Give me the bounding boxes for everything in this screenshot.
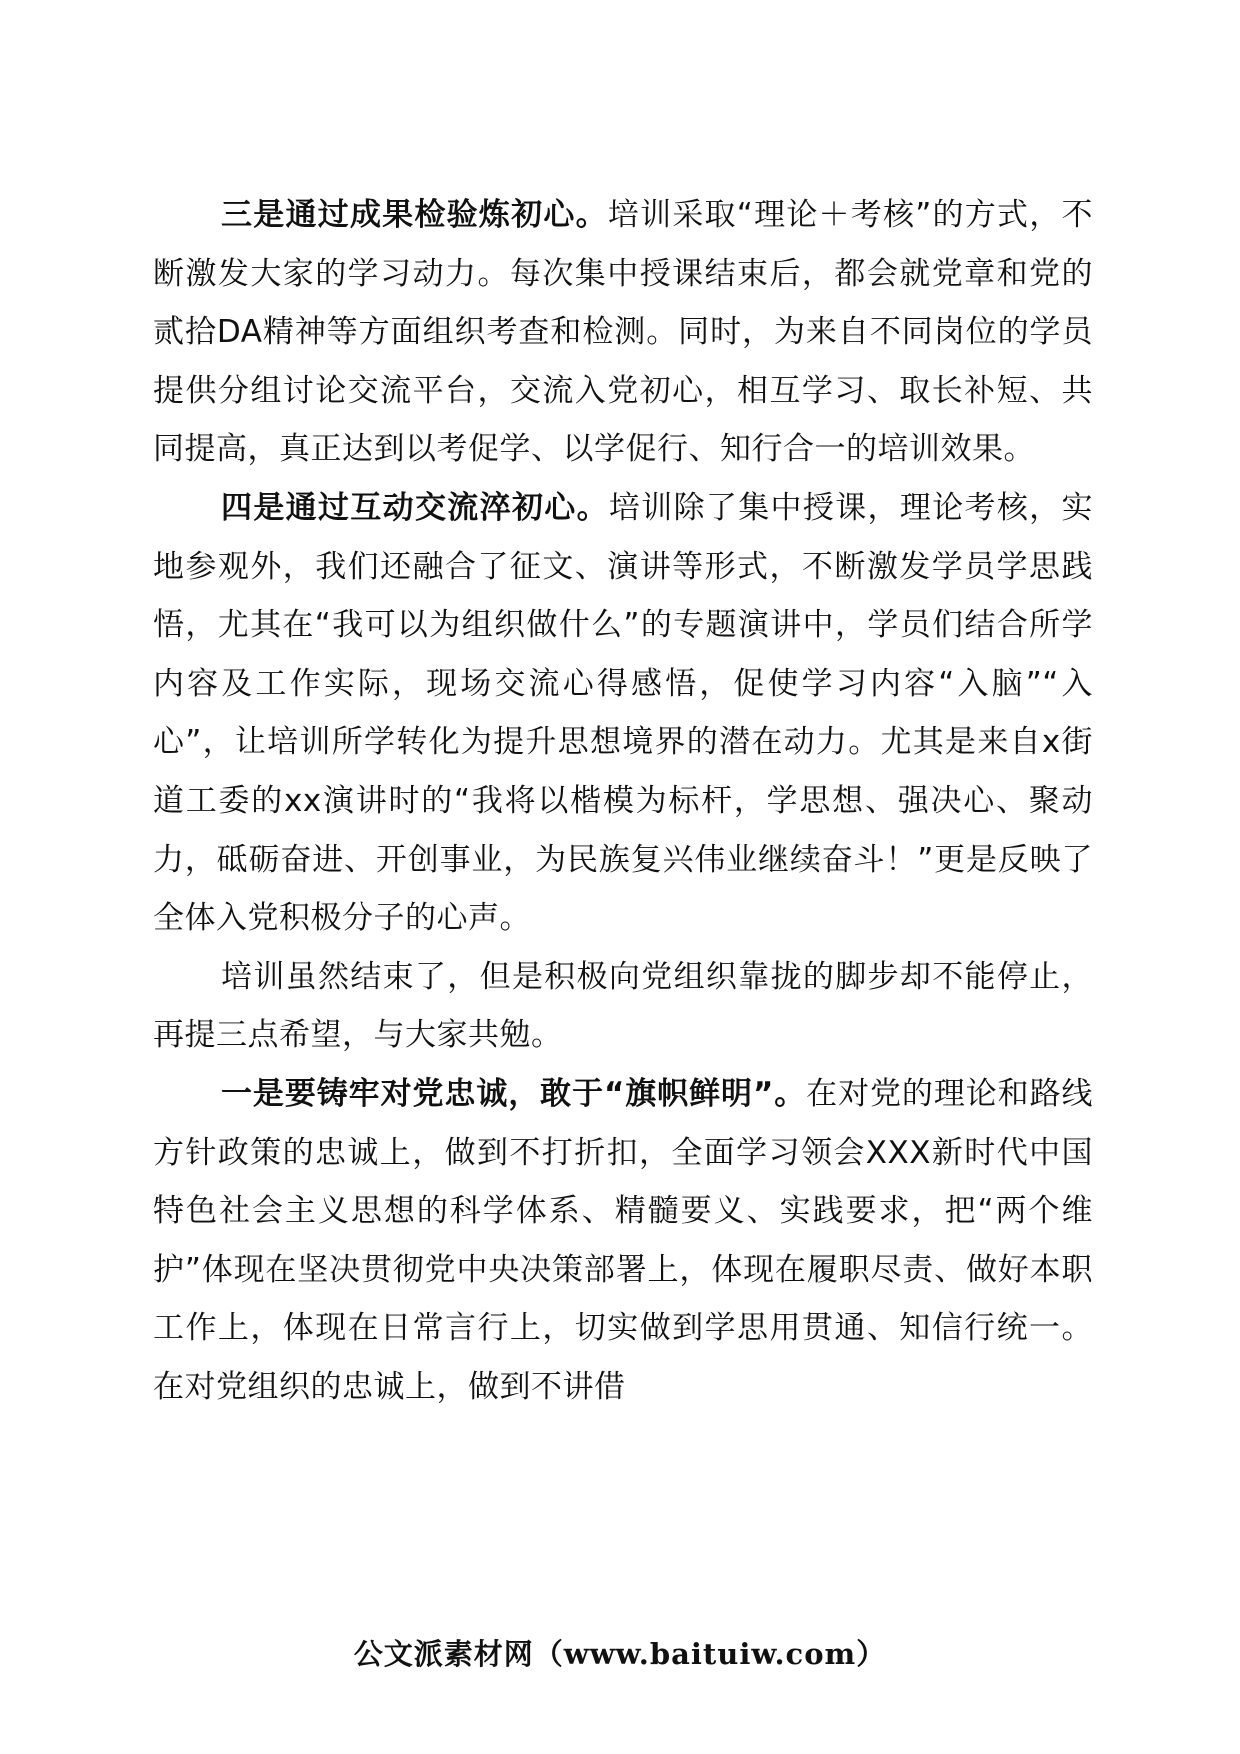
paragraph-4 (153, 1065, 1093, 1417)
footer-watermark: 公文派素材网（www.baituiw.com） (353, 1637, 887, 1671)
paragraph-1 (153, 186, 1093, 479)
paragraph-3-text: 培训虽然结束了，但是积极向党组织靠拢的脚步却不能停止，再提三点希望，与大家共勉。 (153, 958, 1093, 1054)
paragraph-4-text: 在对党的理论和路线方针政策的忠诚上，做到不打折扣，全面学习领会XXX新时代中国特色社会主义思想的科学体系、精髓要义、实践要求，把“两个维护”体现在坚决贯彻党中央决策部署上，体现在履职尽责、做好本职工作上，体现在日常言行上，切实做到学思用贯通、知信行统一。在对党组织的忠诚上，做到不讲借 (153, 1075, 1094, 1405)
paragraph-2 (153, 479, 1093, 948)
paragraph-2-text: 培训除了集中授课，理论考核，实地参观外，我们还融合了征文、演讲等形式，不断激发学员学思践悟，尤其在“我可以为组织做什么”的专题演讲中，学员们结合所学内容及工作实际，现场交流心得感悟，促使学习内容“入脑”“入心”，让培训所学转化为提升思想境界的潜在动力。尤其是来自x街道工委的xx演讲时的“我将以楷模为标杆，学思想、强决心、聚动力，砥砺奋进、开创事业，为民族复兴伟业继续奋斗！”更是反映了全体入党积极分子的心声。 (153, 489, 1093, 937)
paragraph-3 (153, 948, 1093, 1065)
paragraph-4-lead: 一是要铸牢对党忠诚，敢于“旗帜鲜明”。 (221, 1075, 807, 1112)
paragraph-2-lead: 四是通过互动交流淬初心。 (221, 489, 609, 526)
paragraph-1-text: 培训采取“理论＋考核”的方式，不断激发大家的学习动力。每次集中授课结束后，都会就党章和党的贰拾DA精神等方面组织考查和检测。同时，为来自不同岗位的学员提供分组讨论交流平台，交流入党初心，相互学习、取长补短、共同提高，真正达到以考促学、以学促行、知行合一的培训效果。 (153, 197, 1094, 468)
paragraph-1-lead: 三是通过成果检验炼初心。 (221, 197, 608, 233)
document-body (153, 186, 1093, 1416)
